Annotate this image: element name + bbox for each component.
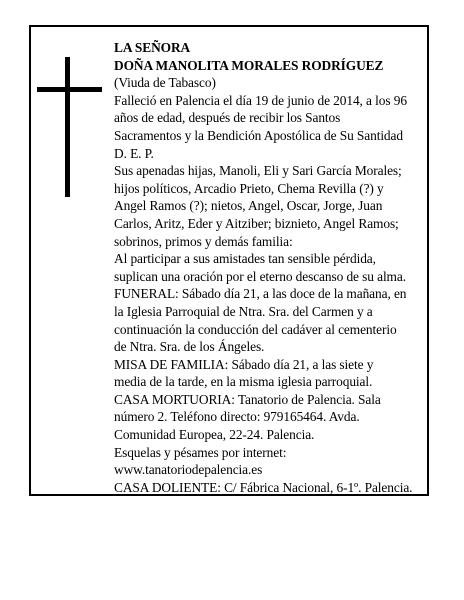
condolences-line: Esquelas y pésames por internet: <box>114 444 287 460</box>
obituary-title: LA SEÑORA <box>114 40 191 55</box>
mourning-house-line: CASA DOLIENTE: C/ Fábrica Nacional, 6-1º. Palencia. <box>114 479 413 495</box>
funeral-line: la Iglesia Parroquial de Ntra. Sra. del Carmen y a <box>114 303 373 319</box>
funeral-line: de Ntra. Sra. de los Ángeles. <box>114 339 265 355</box>
widow-note: (Viuda de Tabasco) <box>114 75 216 91</box>
family-mass-line: MISA DE FAMILIA: Sábado día 21, a las siete y <box>114 356 374 372</box>
cross-vertical-bar <box>65 57 70 197</box>
family-line: Angel Ramos (?); nietos, Angel, Oscar, Jorge, Juan <box>114 198 383 214</box>
funeral-line: FUNERAL: Sábado día 21, a las doce de la mañana, en <box>114 286 407 302</box>
family-line: Sus apenadas hijas, Manoli, Eli y Sari García Morales; <box>114 163 402 179</box>
death-notice-line: Sacramentos y la Bendición Apostólica de Su Santidad <box>114 127 403 143</box>
funeral-home-line: número 2. Teléfono directo: 979165464. Avda. <box>114 409 360 425</box>
death-notice-line: Falleció en Palencia el día 19 de junio de 2014, a los 96 <box>114 92 407 108</box>
funeral-home-line: CASA MORTUORIA: Tanatorio de Palencia. Sala <box>114 391 381 407</box>
request-line: Al participar a sus amistades tan sensible pérdida, <box>114 251 376 267</box>
cross-horizontal-bar <box>37 87 102 92</box>
obituary-text <box>114 39 430 496</box>
funeral-line: continuación la conducción del cadáver al cementerio <box>114 321 397 337</box>
website-line: www.tanatoriodepalencia.es <box>114 462 263 478</box>
request-line: suplican una oración por el eterno descanso de su alma. <box>114 268 406 284</box>
family-line: hijos políticos, Arcadio Prieto, Chema Revilla (?) y <box>114 180 384 196</box>
family-line: sobrinos, primos y demás familia: <box>114 233 293 249</box>
funeral-home-line: Comunidad Europea, 22-24. Palencia. <box>114 427 315 443</box>
family-mass-line: media de la tarde, en la misma iglesia parroquial. <box>114 374 373 390</box>
cross-icon <box>37 57 102 197</box>
death-notice-line: años de edad, después de recibir los Santos <box>114 110 341 126</box>
rip-line: D. E. P. <box>114 145 154 161</box>
deceased-name: DOÑA MANOLITA MORALES RODRÍGUEZ <box>114 57 384 73</box>
family-line: Carlos, Aritz, Eder y Aitziber; biznieto, Angel Ramos; <box>114 215 399 231</box>
